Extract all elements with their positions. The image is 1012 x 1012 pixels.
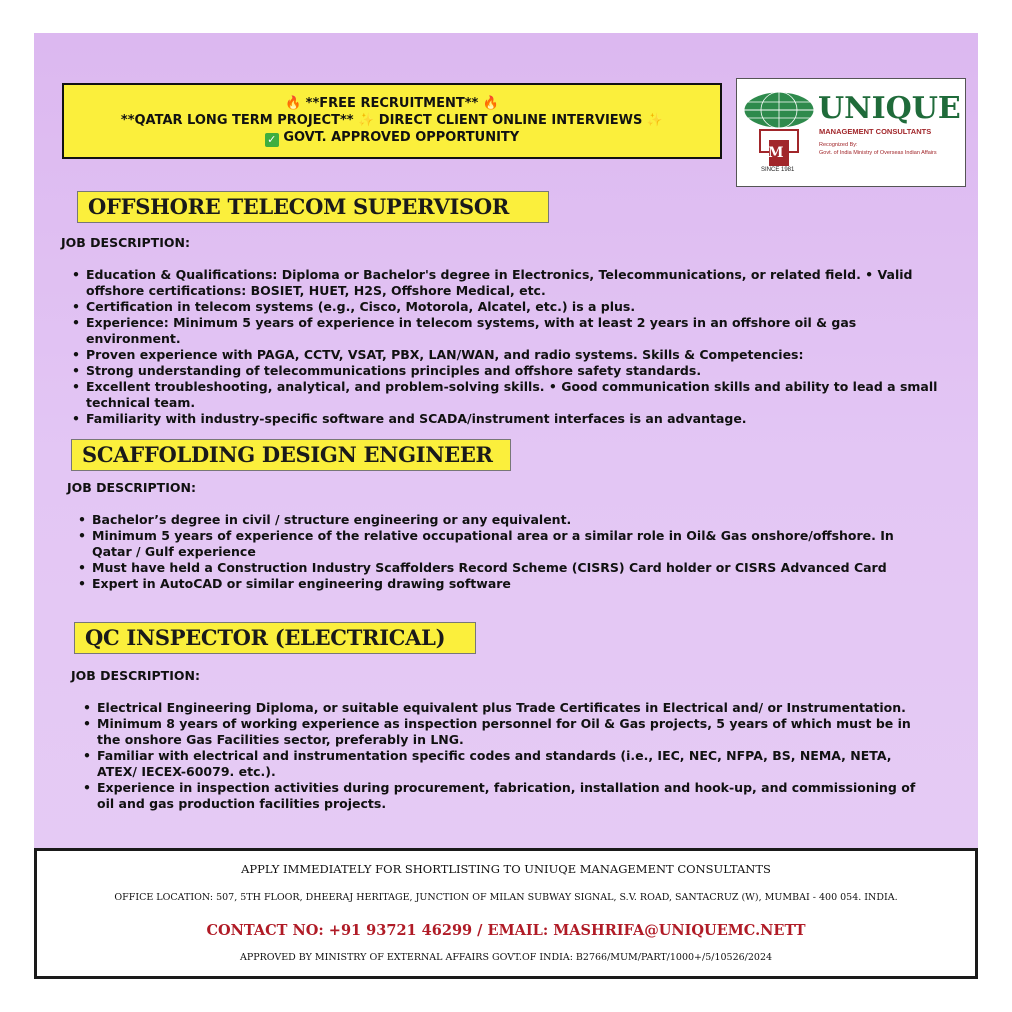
banner-online-interviews: DIRECT CLIENT ONLINE INTERVIEWS xyxy=(378,113,643,128)
list-item: • Familiar with electrical and instrumentation specific codes and standards (i.e., IEC, NEC, NFPA, BS, NEMA, NETA, ATEX/ IECEX-60079. etc.). xyxy=(81,748,921,780)
logo-recognition xyxy=(819,141,964,157)
globe-logo-icon xyxy=(743,90,815,178)
banner-qatar-project: **QATAR LONG TERM PROJECT** xyxy=(120,113,354,128)
list-item: • Experience in inspection activities during procurement, fabrication, installation and hook-up, and commissioning of oil and gas production facilities projects. xyxy=(81,780,921,812)
logo-recognized-by: Govt. of India Ministry of Overseas Indian Affairs xyxy=(819,150,937,156)
job-1-bullet-list xyxy=(70,267,950,427)
list-item: • Experience: Minimum 5 years of experience in telecom systems, with at least 2 years in an offshore oil & gas environment. xyxy=(70,315,950,347)
list-item: • Familiarity with industry-specific software and SCADA/instrument interfaces is an advantage. xyxy=(70,411,950,427)
list-item: • Minimum 5 years of experience of the relative occupational area or a similar role in Oil& Gas onshore/offshore. In Qatar / Gulf experience xyxy=(76,528,916,560)
footer-office-location: OFFICE LOCATION: 507, 5TH FLOOR, DHEERAJ HERITAGE, JUNCTION OF MILAN SUBWAY SIGNAL, S.V. ROAD, SANTACRUZ (W), MUMBAI - 400 054. INDIA. xyxy=(114,892,898,903)
job-title-offshore-telecom-supervisor: OFFSHORE TELECOM SUPERVISOR xyxy=(77,191,549,223)
list-item: • Electrical Engineering Diploma, or suitable equivalent plus Trade Certificates in Electrical and/ or Instrumentation. xyxy=(81,700,921,716)
list-item: • Strong understanding of telecommunications principles and offshore safety standards. xyxy=(70,363,950,379)
footer-approval-number: APPROVED BY MINISTRY OF EXTERNAL AFFAIRS GOVT.OF INDIA: B2766/MUM/PART/1000+/5/10526/2024 xyxy=(239,952,773,963)
list-item: • Excellent troubleshooting, analytical, and problem-solving skills. • Good communication skills and ability to lead a small technical team. xyxy=(70,379,950,411)
contact-footer xyxy=(34,848,978,979)
list-item: • Certification in telecom systems (e.g., Cisco, Motorola, Alcatel, etc.) is a plus. xyxy=(70,299,950,315)
job-title-scaffolding-design-engineer: SCAFFOLDING DESIGN ENGINEER xyxy=(71,439,511,471)
banner-line-3 xyxy=(265,129,519,147)
list-item: • Expert in AutoCAD or similar engineering drawing software xyxy=(76,576,916,592)
logo-since: SINCE 1981 xyxy=(761,167,795,173)
list-item: • Proven experience with PAGA, CCTV, VSAT, PBX, LAN/WAN, and radio systems. Skills & Competencies: xyxy=(70,347,950,363)
list-item: • Education & Qualifications: Diploma or Bachelor's degree in Electronics, Telecommunications, or related field. • Valid offshore certifications: BOSIET, HUET, H2S, Offshore Medical, etc. xyxy=(70,267,950,299)
job-description-label: JOB DESCRIPTION: xyxy=(67,480,196,495)
banner-free-recruitment: **FREE RECRUITMENT** xyxy=(305,96,479,111)
logo-recognized-label: Recognized By: xyxy=(819,142,858,148)
footer-contact-info: CONTACT NO: +91 93721 46299 / EMAIL: MASHRIFA@UNIQUEMC.NETT xyxy=(206,922,806,939)
fire-icon: 🔥 xyxy=(284,96,302,111)
check-icon: ✓ xyxy=(265,133,279,147)
sparkle-icon: ✨ xyxy=(358,113,375,128)
banner-line-1 xyxy=(285,95,499,112)
fire-icon: 🔥 xyxy=(482,96,500,111)
banner-line-2 xyxy=(121,112,663,129)
footer-apply-text: APPLY IMMEDIATELY FOR SHORTLISTING TO UNIUQE MANAGEMENT CONSULTANTS xyxy=(241,862,771,876)
list-item: • Minimum 8 years of working experience as inspection personnel for Oil & Gas projects, 5 years of which must be in the onshore Gas Facilities sector, preferably in LNG. xyxy=(81,716,921,748)
recruitment-banner xyxy=(62,83,722,159)
sparkle-icon: ✨ xyxy=(646,113,664,128)
job-3-bullet-list xyxy=(81,700,921,812)
job-2-bullet-list xyxy=(76,512,916,592)
list-item: • Must have held a Construction Industry Scaffolders Record Scheme (CISRS) Card holder or CISRS Advanced Card xyxy=(76,560,916,576)
job-description-label: JOB DESCRIPTION: xyxy=(71,668,200,683)
logo-subtitle: MANAGEMENT CONSULTANTS xyxy=(819,127,932,136)
logo-company-name: UNIQUE xyxy=(818,91,961,126)
list-item: • Bachelor’s degree in civil / structure engineering or any equivalent. xyxy=(76,512,916,528)
company-logo xyxy=(736,78,966,187)
job-title-qc-inspector-electrical: QC INSPECTOR (ELECTRICAL) xyxy=(74,622,476,654)
logo-mark: M xyxy=(768,145,784,161)
banner-govt-approved: GOVT. APPROVED OPPORTUNITY xyxy=(283,130,520,145)
job-description-label: JOB DESCRIPTION: xyxy=(61,235,190,250)
